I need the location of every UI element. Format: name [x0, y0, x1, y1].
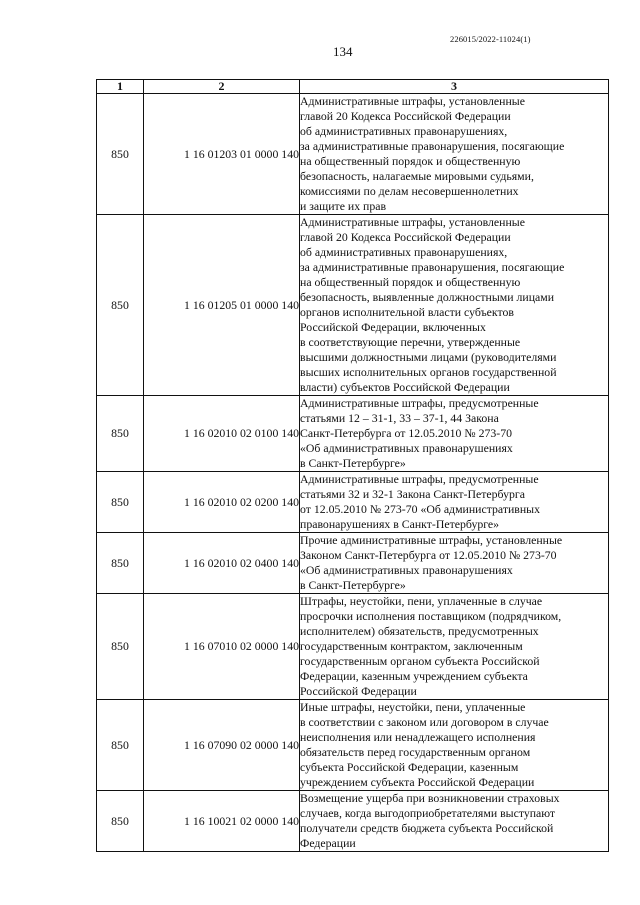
- description-cell: [300, 594, 609, 700]
- description-line: неисполнения или ненадлежащего исполнения: [300, 730, 536, 744]
- description-line: власти) субъектов Российской Федерации: [300, 380, 510, 394]
- page-number: 134: [333, 44, 353, 59]
- budget-classification-code-cell: 1 16 02010 02 0400 140: [144, 533, 300, 594]
- table-row: [97, 472, 609, 533]
- description-line: исполнителем) обязательств, предусмотренных: [300, 624, 539, 638]
- description-line: Прочие административные штрафы, установленные: [300, 533, 563, 547]
- description-line: в Санкт-Петербурге»: [300, 578, 406, 592]
- description-cell: [300, 533, 609, 594]
- description-line: Законом Санкт-Петербурга от 12.05.2010 № 273-70: [300, 548, 557, 562]
- column-header: 1: [97, 80, 144, 94]
- description-line: «Об административных правонарушениях: [300, 441, 513, 455]
- description-line: Российской Федерации, включенных: [300, 320, 486, 334]
- description-line: от 12.05.2010 № 273-70 «Об административных: [300, 502, 541, 516]
- admin-code-cell: 850: [97, 94, 144, 215]
- description-line: органов исполнительной власти субъектов: [300, 305, 514, 319]
- budget-classification-code-cell: 1 16 01205 01 0000 140: [144, 215, 300, 396]
- column-header: 3: [300, 80, 609, 94]
- budget-classification-code-cell: 1 16 07010 02 0000 140: [144, 594, 300, 700]
- document-number: 226015/2022-11024(1): [450, 34, 531, 44]
- admin-code-cell: 850: [97, 215, 144, 396]
- column-header: 2: [144, 80, 300, 94]
- table-row: [97, 700, 609, 791]
- description-line: «Об административных правонарушениях: [300, 563, 513, 577]
- description-line: комиссиями по делам несовершеннолетних: [300, 184, 519, 198]
- budget-classification-code-cell: 1 16 01203 01 0000 140: [144, 94, 300, 215]
- table-body: [97, 94, 609, 852]
- table-row: [97, 533, 609, 594]
- description-line: Федерации, казенным учреждением субъекта: [300, 669, 528, 683]
- description-line: безопасность, выявленные должностными лицами: [300, 290, 555, 304]
- description-line: высших исполнительных органов государственной: [300, 365, 557, 379]
- description-line: на общественный порядок и общественную: [300, 275, 521, 289]
- table-row: [97, 594, 609, 700]
- description-line: субъекта Российской Федерации, казенным: [300, 760, 519, 774]
- description-line: за административные правонарушения, посягающие: [300, 260, 565, 274]
- description-line: просрочки исполнения поставщиком (подрядчиком,: [300, 609, 562, 623]
- description-line: Возмещение ущерба при возникновении страховых: [300, 791, 560, 805]
- description-line: в соответствии с законом или договором в случае: [300, 715, 549, 729]
- revenue-codes-table: [96, 79, 609, 852]
- description-line: об административных правонарушениях,: [300, 124, 508, 138]
- description-cell: [300, 472, 609, 533]
- table-header-row: [97, 80, 609, 94]
- admin-code-cell: 850: [97, 700, 144, 791]
- table-row: [97, 396, 609, 472]
- description-line: высшими должностными лицами (руководителями: [300, 350, 557, 364]
- admin-code-cell: 850: [97, 472, 144, 533]
- description-line: Федерации: [300, 836, 356, 850]
- description-line: случаев, когда выгодоприобретателями выступают: [300, 806, 556, 820]
- description-cell: [300, 700, 609, 791]
- description-line: на общественный порядок и общественную: [300, 154, 521, 168]
- admin-code-cell: 850: [97, 396, 144, 472]
- description-line: обязательств перед государственным органом: [300, 745, 531, 759]
- description-line: государственным контрактом, заключенным: [300, 639, 523, 653]
- description-line: за административные правонарушения, посягающие: [300, 139, 565, 153]
- admin-code-cell: 850: [97, 791, 144, 852]
- budget-classification-code-cell: 1 16 10021 02 0000 140: [144, 791, 300, 852]
- budget-classification-code-cell: 1 16 02010 02 0100 140: [144, 396, 300, 472]
- budget-classification-code-cell: 1 16 07090 02 0000 140: [144, 700, 300, 791]
- table-row: [97, 94, 609, 215]
- description-line: Санкт-Петербурга от 12.05.2010 № 273-70: [300, 426, 513, 440]
- description-line: Российской Федерации: [300, 684, 417, 698]
- description-line: и защите их прав: [300, 199, 387, 213]
- description-line: в Санкт-Петербурге»: [300, 456, 406, 470]
- description-line: статьями 32 и 32-1 Закона Санкт-Петербурга: [300, 487, 525, 501]
- description-line: в соответствующие перечни, утвержденные: [300, 335, 521, 349]
- table-row: [97, 791, 609, 852]
- description-cell: [300, 791, 609, 852]
- description-cell: [300, 396, 609, 472]
- table-row: [97, 215, 609, 396]
- description-cell: [300, 94, 609, 215]
- description-line: Административные штрафы, установленные: [300, 94, 525, 108]
- description-line: статьями 12 – 31-1, 33 – 37-1, 44 Закона: [300, 411, 499, 425]
- budget-classification-code-cell: 1 16 02010 02 0200 140: [144, 472, 300, 533]
- description-line: государственным органом субъекта Российской: [300, 654, 540, 668]
- description-line: правонарушениях в Санкт-Петербурге»: [300, 517, 500, 531]
- description-cell: [300, 215, 609, 396]
- description-line: Административные штрафы, установленные: [300, 215, 525, 229]
- description-line: получатели средств бюджета субъекта Российской: [300, 821, 554, 835]
- description-line: Административные штрафы, предусмотренные: [300, 472, 539, 486]
- description-line: главой 20 Кодекса Российской Федерации: [300, 230, 511, 244]
- description-line: безопасность, налагаемые мировыми судьями,: [300, 169, 534, 183]
- description-line: учреждением субъекта Российской Федерации: [300, 775, 535, 789]
- admin-code-cell: 850: [97, 533, 144, 594]
- description-line: Штрафы, неустойки, пени, уплаченные в случае: [300, 594, 543, 608]
- description-line: Иные штрафы, неустойки, пени, уплаченные: [300, 700, 526, 714]
- description-line: об административных правонарушениях,: [300, 245, 508, 259]
- admin-code-cell: 850: [97, 594, 144, 700]
- description-line: Административные штрафы, предусмотренные: [300, 396, 539, 410]
- description-line: главой 20 Кодекса Российской Федерации: [300, 109, 511, 123]
